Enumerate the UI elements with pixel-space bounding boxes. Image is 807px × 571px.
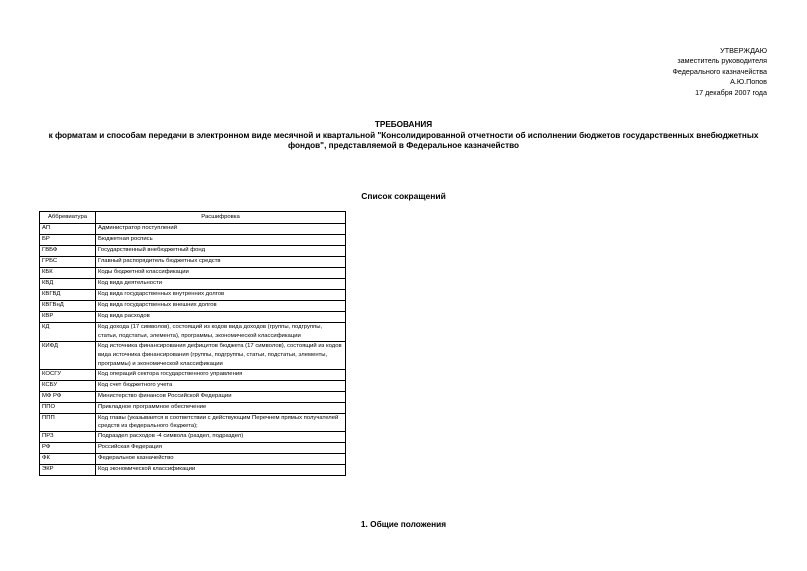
table-row (40, 380, 346, 391)
approval-line-5: 17 декабря 2007 года (695, 87, 767, 97)
abbreviation-cell: ЭКР (40, 465, 96, 476)
document-title: ТРЕБОВАНИЯ (374, 120, 433, 129)
abbreviation-cell: КИФД (40, 341, 96, 369)
abbreviations-table (39, 211, 346, 476)
column-header-abbr: Аббревиатура (40, 212, 96, 224)
abbreviation-cell: КВД (40, 279, 96, 290)
meaning-cell: Администратор поступлений (96, 224, 346, 235)
meaning-cell: Государственный внебюджетный фонд (96, 246, 346, 257)
table-row (40, 432, 346, 443)
table-row (40, 268, 346, 279)
abbreviation-cell: РФ (40, 443, 96, 454)
table-row (40, 323, 346, 342)
table-row (40, 235, 346, 246)
abbreviation-cell: ППП (40, 413, 96, 432)
abbreviation-cell: КОСГУ (40, 369, 96, 380)
table-row (40, 279, 346, 290)
abbreviations-heading: Список сокращений (361, 191, 446, 201)
abbreviation-cell: МФ РФ (40, 391, 96, 402)
abbreviation-cell: ФК (40, 454, 96, 465)
meaning-cell: Код вида государственных внутренних долгов (96, 290, 346, 301)
approval-line-3: Федерального казначейства (672, 66, 767, 76)
meaning-cell: Прикладное программное обеспечение (96, 402, 346, 413)
table-row (40, 224, 346, 235)
meaning-cell: Код вида государственных внешних долгов (96, 301, 346, 312)
approval-line-1: УТВЕРЖДАЮ (720, 46, 767, 55)
document-subtitle: к форматам и способам передачи в электронном виде месячной и квартальной "Консолидированной отчетности об исполнении бюджетов государственных внебюджетных фондов", представляемой в Федеральное казначейство (48, 130, 759, 150)
abbreviation-cell: КБК (40, 268, 96, 279)
meaning-cell: Код источника финансирования дефицитов бюджета (17 символов), состоящий из кодов вида источника финансирования (группы, подгруппы, статьи, подстатьи, элементы, программы) и экономической классификации (96, 341, 346, 369)
table-row (40, 312, 346, 323)
table-row (40, 341, 346, 369)
meaning-cell: Подраздел расходов -4 символа (раздел, подраздел) (96, 432, 346, 443)
table-row (40, 402, 346, 413)
table-row (40, 301, 346, 312)
approval-line-4: А.Ю.Попов (730, 77, 767, 87)
table-row (40, 246, 346, 257)
meaning-cell: Код экономической классификации (96, 465, 346, 476)
meaning-cell: Коды бюджетной классификации (96, 268, 346, 279)
meaning-cell: Главный распорядитель бюджетных средств (96, 257, 346, 268)
table-row (40, 465, 346, 476)
document-title-block (0, 120, 807, 152)
abbreviation-cell: ПРЗ (40, 432, 96, 443)
meaning-cell: Код дохода (17 символов), состоящий из кодов вида доходов (группы, подгруппы, статьи, подстатьи, элемента), программы, экономической классификации (96, 323, 346, 342)
table-row (40, 369, 346, 380)
abbreviation-cell: КВР (40, 312, 96, 323)
abbreviation-cell: БР (40, 235, 96, 246)
meaning-cell: Код главы (указывается в соответствии с действующим Перечнем прямых получателей средств из федерального бюджета); (96, 413, 346, 432)
table-header-row (40, 212, 346, 224)
meaning-cell: Код счет бюджетного учета (96, 380, 346, 391)
abbreviation-cell: АП (40, 224, 96, 235)
meaning-cell: Код операций сектора государственного управления (96, 369, 346, 380)
meaning-cell: Бюджетная роспись (96, 235, 346, 246)
abbreviation-cell: КД (40, 323, 96, 342)
abbreviation-cell: ГВБФ (40, 246, 96, 257)
table-row (40, 413, 346, 432)
meaning-cell: Код вида деятельности (96, 279, 346, 290)
table-row (40, 443, 346, 454)
meaning-cell: Министерство финансов Российской Федерации (96, 391, 346, 402)
table-row (40, 290, 346, 301)
meaning-cell: Федеральное казначейство (96, 454, 346, 465)
section-heading: 1. Общие положения (360, 519, 447, 529)
approval-line-2: заместитель руководителя (677, 56, 767, 66)
abbreviation-cell: ГРБС (40, 257, 96, 268)
table-row (40, 454, 346, 465)
approval-block (672, 46, 767, 98)
column-header-meaning: Расшифровка (96, 212, 346, 224)
meaning-cell: Российская Федерация (96, 443, 346, 454)
abbreviation-cell: ППО (40, 402, 96, 413)
abbreviation-cell: КСБУ (40, 380, 96, 391)
abbreviation-cell: КВГВнД (40, 301, 96, 312)
meaning-cell: Код вида расходов (96, 312, 346, 323)
table-row (40, 391, 346, 402)
table-row (40, 257, 346, 268)
abbreviation-cell: КВГВД (40, 290, 96, 301)
